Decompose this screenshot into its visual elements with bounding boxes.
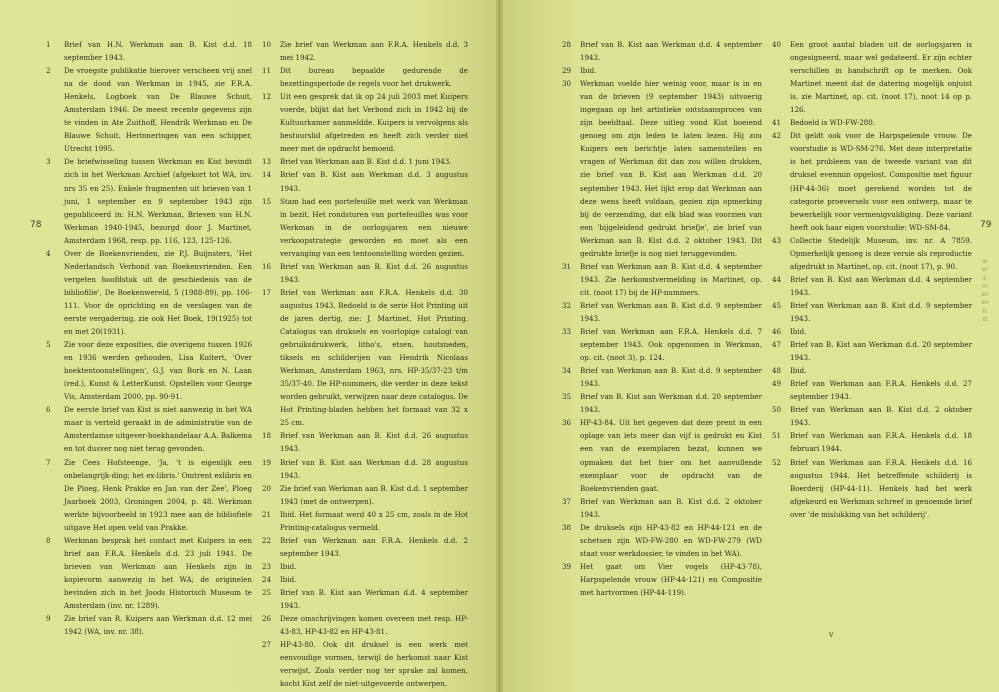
footnote bbox=[562, 64, 762, 77]
footnote bbox=[262, 168, 468, 194]
footnote-text: Uit een gesprek dat ik op 24 juli 2003 met Kuipers voerde, blijkt dat het Verbond zich in 1942 bij de Kultuurkamer aanmeldde. Kuipers is vervolgens als bestuurslid afgetreden en heeft zich verder niet meer met de opdracht bemoeid. bbox=[280, 92, 468, 154]
footnote-number: 50 bbox=[772, 405, 782, 415]
footnote-number: 47 bbox=[772, 340, 782, 350]
footnote-text: Zie brief van R. Kuipers aan Werkman d.d. 12 mei 1942 (WA, inv. nr. 38). bbox=[64, 614, 252, 637]
footnote-number: 13 bbox=[262, 157, 272, 167]
footnote bbox=[46, 155, 252, 246]
footnote bbox=[262, 155, 468, 168]
footnote-number: 16 bbox=[262, 261, 272, 271]
footnote-text: Werkman voelde hier weinig voor, maar is in en van de brieven (9 september 1943) uitvoerig ingegaan op het artistieke ontstaansproces van zijn beeldtaal. Deze uitleg vond Kist boeiend genoeg om zijn leden te laten lezen. Hij zou Kuipers een berichtje laten samenstellen en vragen of Werkman dit dan zou willen drukken, zie brief van B. Kist aan Werkman d.d. 20 september 1943. Het lijkt erop dat Werkman aan deze wens heeft voldaan, gezien zijn opmerking bij de verzending, dat elk blad was voorzien van een 'bijgeleidend gedrukt briefje', zie brief van Werkman aan B. Kist d.d. 2 oktober 1943. Dit gedrukte briefje is nog niet teruggevonden. bbox=[580, 79, 762, 258]
footnote-text: De vroegste publikatie hierover verscheen vrij snel na de dood van Werkman in 1945, zie F.R.A. Henkels, Logboek van De Blauwe Schuit, Amsterdam 1946. De meest recente gegevens zijn te vinden in Ate Zuithoff, Hendrik Werkman en De Blauwe Schuit. Herinneringen van een schipper, Utrecht 1995. bbox=[64, 66, 252, 154]
footnote bbox=[772, 456, 972, 521]
footnote bbox=[772, 325, 972, 338]
footnote-text: Ibid. bbox=[280, 561, 297, 571]
footnote-text: Brief van Werkman aan B. Kist d.d. 2 oktober 1943. bbox=[580, 496, 762, 519]
footnote-number: 6 bbox=[46, 405, 51, 415]
footnote bbox=[262, 560, 468, 573]
footnote-number: 24 bbox=[262, 574, 272, 584]
footnote-text: Het gaat om Vier vogels (HP-43-78), Harpspelende vrouw (HP-44-121) en Compositie met hartvormen (HP-44-119). bbox=[580, 561, 762, 597]
footnote-text: Stam had een portefeuille met werk van Werkman in bezit. Het rondsturen van portefeuilles was voor Werkman in de oorlogsjaren een nieuwe verkoopstrategie geworden en moet als een vervanging van een tentoonstelling worden gezien. bbox=[280, 196, 468, 258]
footnote-number: 2 bbox=[46, 66, 51, 76]
footnote bbox=[772, 129, 972, 233]
footnote-number: 1 bbox=[46, 40, 51, 49]
footnote-text: Ibid. bbox=[790, 327, 807, 337]
footnote-text: Brief van Werkman aan B. Kist d.d. 9 september 1943. bbox=[580, 366, 762, 389]
footnote-number: 43 bbox=[772, 235, 782, 245]
footnote-text: Brief van B. Kist aan Werkman d.d. 28 augustus 1943. bbox=[280, 457, 468, 480]
footnote bbox=[772, 364, 972, 377]
footnote bbox=[262, 90, 468, 155]
footnote bbox=[262, 64, 468, 90]
footnote-number: 10 bbox=[262, 40, 272, 49]
footnote-text: Over de Boekenvrienden, zie P.J. Buijnsters, 'Het Nederlandsch Verbond van Boekenvrienden. Een vergeten hoofdstuk uit de geschiedenis van de bibliofilie', De Boekenwereld, 5 (1988-89), pp. 106-111. Voor de oprichting en de verslagen van de eerste vergadering, zie ook Het Boek, 19(1925) tot en met 20(1931). bbox=[64, 248, 252, 337]
footnote-text: Brief van B. Kist aan Werkman d.d. 4 september 1943. bbox=[790, 274, 972, 297]
footnote bbox=[772, 377, 972, 403]
book-gutter bbox=[496, 0, 503, 692]
footnote-text: Zie Cees Hofsteenge, 'Ja, 't is eigenlijk een onbelangrijk-ding; het ex-libris.' Omtrent exlibris en De Ploeg, Henk Prakke en Jan van der Zee', Ploeg Jaarboek 2003, Groningen 2004, p. 48. Werkman werkte bijvoorbeeld in 1923 mee aan de bibliofiele uitgave Het open veld van Prakke. bbox=[64, 457, 252, 532]
footnote bbox=[262, 429, 468, 455]
footnote-number: 32 bbox=[562, 300, 572, 310]
footnote bbox=[772, 273, 972, 299]
footnote-number: 7 bbox=[46, 457, 51, 467]
footnote-text: Brief van B. Kist aan Werkman d.d. 4 september 1943. bbox=[580, 40, 762, 63]
footnote bbox=[262, 586, 468, 612]
footnote bbox=[262, 508, 468, 534]
footnote-text: Zie brief van Werkman aan F.R.A. Henkels d.d. 3 mei 1942. bbox=[280, 40, 468, 63]
footnote-number: 28 bbox=[562, 40, 572, 49]
footnote-number: 8 bbox=[46, 535, 51, 545]
footnote-text: Brief van Werkman aan F.R.A. Henkels d.d. 7 september 1943. Ook opgenomen in Werkman, op. cit. (noot 3), p. 124. bbox=[580, 327, 762, 363]
footnote-text: De eerste brief van Kist is niet aanwezig in het WA maar is verteld geraakt in de administratie van de Amsterdamse uitgever-boekhandelaar A.A. Balkema en tot dusver nog niet terug gevonden. bbox=[64, 405, 252, 454]
footnote-number: 4 bbox=[46, 248, 51, 258]
footnote bbox=[562, 560, 762, 599]
notes-column-2 bbox=[262, 38, 468, 690]
footnote bbox=[772, 234, 972, 273]
footnote bbox=[562, 260, 762, 299]
footnote-number: 33 bbox=[562, 327, 572, 337]
notes-column-1 bbox=[46, 38, 252, 638]
footnote-number: 48 bbox=[772, 366, 782, 376]
footnote-text: Brief van Werkman aan F.R.A. Henkels d.d. 2 september 1943. bbox=[280, 535, 468, 558]
footnote bbox=[262, 482, 468, 508]
footnote-text: Ibid. Het formaat werd 40 x 25 cm, zoals in de Hot Printing-catalogus vermeld. bbox=[280, 509, 468, 532]
footnote bbox=[262, 638, 468, 690]
page-number-right: 79 bbox=[980, 220, 992, 230]
footnote-number: 38 bbox=[562, 522, 572, 532]
footnote-text: Een groot aantal bladen uit de oorlogsjaren is ongesigneerd, maar wel gedateerd. Er zijn echter verschillen in handschrift op te merken. Ook Martinet meent dat de datering mogelijk onjuist is, zie Martinet, op. cit. (noot 17), noot 14 op p. 126. bbox=[790, 40, 972, 115]
footnote-number: 25 bbox=[262, 587, 272, 597]
footnote-number: 42 bbox=[772, 131, 782, 141]
footnote-text: Brief van Werkman aan F.R.A. Henkels d.d. 27 september 1943. bbox=[790, 379, 972, 402]
footnote-number: 14 bbox=[262, 170, 272, 180]
footnote bbox=[772, 403, 972, 429]
footnote-number: 44 bbox=[772, 274, 782, 284]
footnote-text: Brief van Werkman aan B. Kist d.d. 9 september 1943. bbox=[580, 300, 762, 323]
footnote-text: Dit geldt ook voor de Harpspelende vrouw. De voorstudie is WD-SM-276. Met deze interpretatie is het probleem van de tweede variant van dit druksel evenmin opgelost. Compositie met figuur (HP-44-36) moet gerekend worden tot de categorie proeversels voor een ontwerp, maar te bewerkelijk voor vermenigvuldiging. Deze variant heeft ook haar eigen voorstudie: WD-SM-84. bbox=[790, 131, 972, 232]
footnote bbox=[46, 534, 252, 612]
footnote-text: HP-43-84. Uit het gegeven dat deze prent in een oplage van iets meer dan vijf is gedrukt en Kist een van de exemplaren bezat, kunnen we opmaken dat het hier om het aanvullende exemplaar voor de opdracht van de Boekenvrienden gaat. bbox=[580, 418, 762, 493]
footnote-text: Brief van B. Kist aan Werkman d.d. 4 september 1943. bbox=[280, 587, 468, 611]
footnote-number: 39 bbox=[562, 561, 572, 571]
footnote-text: Ibid. bbox=[580, 66, 597, 76]
footnote-number: 18 bbox=[262, 431, 272, 441]
footnote-number: 12 bbox=[262, 92, 272, 102]
footnote-text: Werkman besprak het contact met Kuipers in een brief aan F.R.A. Henkels d.d. 23 juli 1941. De brieven van Werkman aan Henkels zijn in kopievorm aanwezig in het WA; de originelen bevinden zich in het Joods Historisch Museum te Amsterdam (inv. nr. 1289). bbox=[64, 535, 252, 611]
footnote bbox=[562, 38, 762, 64]
footnote-text: Brief van Werkman aan F.R.A. Henkels d.d. 18 februari 1944. bbox=[790, 431, 972, 454]
footnote-number: 37 bbox=[562, 496, 572, 506]
footnote bbox=[262, 456, 468, 482]
footnote bbox=[562, 416, 762, 494]
footnote bbox=[772, 429, 972, 455]
footnote-text: Brief van B. Kist aan Werkman d.d. 20 september 1943. bbox=[790, 340, 972, 363]
footnote-number: 9 bbox=[46, 614, 51, 624]
footnote-number: 30 bbox=[562, 79, 572, 89]
footnote-number: 20 bbox=[262, 483, 272, 493]
footnote bbox=[46, 612, 252, 638]
footnote-number: 23 bbox=[262, 561, 272, 571]
footnote-number: 51 bbox=[772, 431, 782, 441]
footnote bbox=[46, 338, 252, 403]
footnote-text: Brief van B. Kist aan Werkman d.d. 20 september 1943. bbox=[580, 392, 762, 415]
footnote bbox=[562, 299, 762, 325]
footnote bbox=[562, 390, 762, 416]
footnote-text: Dit bureau bepaalde gedurende de bezettingsperiode de regels voor het drukwerk. bbox=[280, 66, 468, 89]
footnote-number: 17 bbox=[262, 287, 272, 297]
footnote-number: 29 bbox=[562, 66, 572, 76]
running-head: werkman en kist bbox=[981, 258, 989, 324]
footnote-text: Brief van Werkman aan B. Kist d.d. 4 september 1943. Zie herkomstvermelding in Martinet, op. cit. (noot 17) bij de HP-nummers. bbox=[580, 261, 762, 297]
page-number-left: 78 bbox=[30, 220, 42, 230]
footnote bbox=[562, 364, 762, 390]
footnote bbox=[262, 195, 468, 260]
footnote-number: 52 bbox=[772, 457, 782, 467]
footnote bbox=[262, 573, 468, 586]
footnote bbox=[262, 286, 468, 430]
footnote-number: 5 bbox=[46, 340, 51, 350]
footnote-text: Zie brief van Werkman aan B. Kist d.d. 1 september 1943 (met de ontwerpen). bbox=[280, 483, 468, 506]
footnote-text: Brief van B. Kist aan Werkman d.d. 3 augustus 1943. bbox=[280, 170, 468, 193]
footnote-number: 31 bbox=[562, 261, 572, 271]
footnote-text: HP-43-80. Ook dit druksel is een werk met eenvoudige vormen, terwijl de herkomst naar Kist verwijst. Zoals verder nog ter sprake zal komen, kocht Kist zelf de niet-uitgevoerde ontwerpen. bbox=[280, 640, 468, 689]
footnote-number: 19 bbox=[262, 457, 272, 467]
footnote-number: 49 bbox=[772, 379, 782, 389]
footnote-text: Brief van Werkman aan B. Kist d.d. 9 september 1943. bbox=[790, 300, 972, 323]
footnote-text: Bedoeld is WD-FW-280. bbox=[790, 118, 876, 128]
footnote-number: 41 bbox=[772, 118, 782, 128]
footnote-text: Brief van Werkman aan B. Kist d.d. 2 oktober 1943. bbox=[790, 405, 972, 428]
footnote bbox=[46, 64, 252, 155]
footnote-number: 45 bbox=[772, 300, 782, 310]
footnote-text: Collectie Stedelijk Museum, inv. nr. A 7859. Opmerkelijk genoeg is deze versie als reproductie afgedrukt in Martinet, op. cit. (noot 17), p. 90. bbox=[790, 235, 972, 271]
footnote-number: 40 bbox=[772, 40, 782, 49]
footnote-number: 26 bbox=[262, 614, 272, 624]
footnote bbox=[562, 325, 762, 364]
footnote-text: Deze omschrijvingen komen overeen met resp. HP-43-83, HP-43-82 en HP-43-81. bbox=[280, 614, 468, 637]
footnote-text: Ibid. bbox=[280, 574, 297, 584]
footnote bbox=[46, 38, 252, 64]
footnote bbox=[772, 299, 972, 325]
footnote-number: 35 bbox=[562, 392, 572, 402]
footnote-number: 21 bbox=[262, 509, 272, 519]
footnote bbox=[46, 403, 252, 455]
footnote-number: 27 bbox=[262, 640, 272, 650]
footnote-text: Brief van Werkman aan F.R.A. Henkels d.d. 16 augustus 1944. Het betreffende schilderij is Boerderij (HP-44-11). Henkels had het werk afgekeurd en Werkman schreef in genoemde brief over 'de mislukking van het schilderij'. bbox=[790, 457, 972, 519]
footnote-number: 3 bbox=[46, 157, 51, 167]
footnote bbox=[262, 612, 468, 638]
footnote-text: Ibid. bbox=[790, 366, 807, 376]
footnote bbox=[262, 38, 468, 64]
footnote-text: Brief van Werkman aan F.R.A. Henkels d.d. 30 augustus 1943. Bedoeld is de serie Hot Printing uit de jaren dertig, zie: J. Martinet, Hot Printing. Catalogus van druksels en voorlopige catalogi van gebruiksdrukwerk, litho's, etsen, houtsneden, tiksels en schilderijen van Hendrik Nicolaas Werkman, Amsterdam 1963, nrs. HP-35/37-23 t/m 35/37-40. De HP-nummers, die verder in deze tekst worden gebruikt, verwijzen naar deze catalogus. De Hot Printing-bladen hebben het formaat van 32 x 25 cm. bbox=[280, 287, 468, 428]
footnote-text: Brief van Werkman aan B. Kist d.d. 26 augustus 1943. bbox=[280, 261, 468, 284]
footnote-text: Brief van H.N. Werkman aan B. Kist d.d. 18 september 1943. bbox=[64, 40, 252, 63]
footnote bbox=[562, 521, 762, 560]
footnote-number: 22 bbox=[262, 535, 272, 545]
footnote-text: De druksels zijn HP-43-82 en HP-44-121 en de schetsen zijn WD-FW-280 en WD-FW-279 (WD staat voor werkdossier, te vinden in het WA). bbox=[580, 522, 762, 558]
footnote bbox=[46, 247, 252, 338]
footnote-text: Brief van Werkman aan B. Kist d.d. 1 juni 1943. bbox=[280, 157, 452, 167]
footnote-number: 34 bbox=[562, 366, 572, 376]
footnote-text: De briefwisseling tussen Werkman en Kist bevindt zich in het Werkman Archief (afgekort tot WA, inv. nrs 35 en 25). Enkele fragmenten uit brieven van 1 juni, 1 september en 9 september 1943 zijn gepubliceerd in: H.N. Werkman, Brieven van H.N. Werkman 1940-1945, bezorgd door J. Martinet, Amsterdam 1968, resp. pp. 116, 123, 125-126. bbox=[64, 157, 252, 245]
footnote bbox=[262, 260, 468, 286]
footnote-text: Brief van Werkman aan B. Kist d.d. 26 augustus 1943. bbox=[280, 431, 468, 454]
footnote bbox=[772, 116, 972, 129]
notes-column-3 bbox=[562, 38, 762, 599]
notes-column-4 bbox=[772, 38, 972, 521]
footnote bbox=[772, 338, 972, 364]
footnote-number: 11 bbox=[262, 66, 272, 76]
footnote bbox=[772, 38, 972, 116]
footnote bbox=[262, 534, 468, 560]
footnote bbox=[562, 495, 762, 521]
footnote bbox=[562, 77, 762, 260]
footnote-number: 36 bbox=[562, 418, 572, 428]
footnote-text: Zie voor deze exposities, die overigens tussen 1926 en 1936 werden gehouden, Lisa Kuitert, 'Over boektentoonstellingen', G.J. van Bork en N. Laan (red.), Kunst & LetterKunst. Opstellen voor George Vis, Amsterdam 2000, pp. 90-91. bbox=[64, 340, 252, 402]
footnote-number: 46 bbox=[772, 327, 782, 337]
bottom-mark: v bbox=[829, 630, 834, 639]
footnote-number: 15 bbox=[262, 196, 272, 206]
footnote bbox=[46, 456, 252, 534]
